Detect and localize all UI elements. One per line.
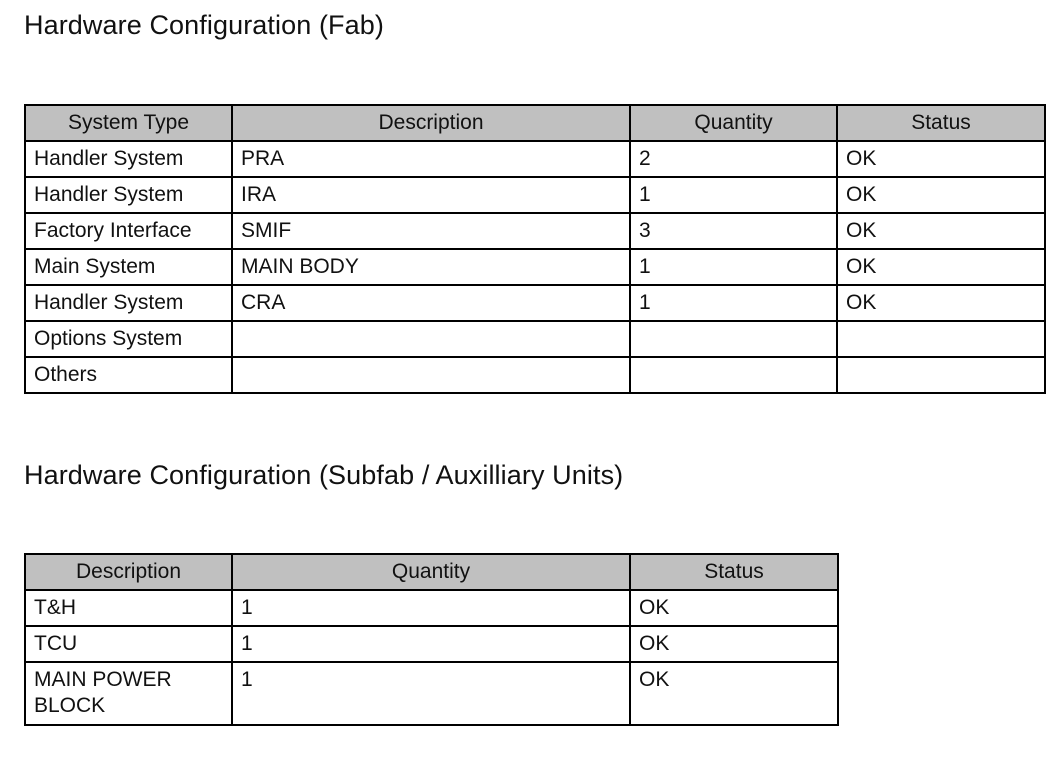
column-header-quantity: Quantity bbox=[232, 554, 630, 590]
status-cell: OK bbox=[837, 249, 1045, 285]
quantity-cell: 1 bbox=[630, 249, 837, 285]
description-cell bbox=[232, 357, 630, 393]
status-cell: OK bbox=[630, 590, 838, 626]
table-row bbox=[25, 249, 1045, 285]
system-type-cell: Options System bbox=[25, 321, 232, 357]
description-cell: TCU bbox=[25, 626, 232, 662]
table-header-row bbox=[25, 554, 838, 590]
column-header-system-type: System Type bbox=[25, 105, 232, 141]
description-cell: SMIF bbox=[232, 213, 630, 249]
table-row bbox=[25, 177, 1045, 213]
description-cell bbox=[232, 321, 630, 357]
description-cell: MAIN POWER BLOCK bbox=[25, 662, 232, 725]
quantity-cell: 3 bbox=[630, 213, 837, 249]
table-row bbox=[25, 662, 838, 725]
description-cell: IRA bbox=[232, 177, 630, 213]
table-header-row bbox=[25, 105, 1045, 141]
column-header-quantity: Quantity bbox=[630, 105, 837, 141]
system-type-cell: Handler System bbox=[25, 285, 232, 321]
status-cell: OK bbox=[630, 662, 838, 725]
status-cell: OK bbox=[837, 141, 1045, 177]
status-cell: OK bbox=[630, 626, 838, 662]
quantity-cell: 1 bbox=[232, 662, 630, 725]
table-row bbox=[25, 213, 1045, 249]
status-cell: OK bbox=[837, 177, 1045, 213]
status-cell: OK bbox=[837, 285, 1045, 321]
table-row bbox=[25, 141, 1045, 177]
quantity-cell: 1 bbox=[630, 285, 837, 321]
column-header-description: Description bbox=[25, 554, 232, 590]
table-row bbox=[25, 626, 838, 662]
subfab-section-title: Hardware Configuration (Subfab / Auxilliary Units) bbox=[24, 460, 624, 490]
fab-section-title: Hardware Configuration (Fab) bbox=[24, 10, 384, 40]
quantity-cell: 1 bbox=[232, 626, 630, 662]
description-cell: T&H bbox=[25, 590, 232, 626]
table-row bbox=[25, 590, 838, 626]
column-header-status: Status bbox=[837, 105, 1045, 141]
table-row bbox=[25, 285, 1045, 321]
system-type-cell: Others bbox=[25, 357, 232, 393]
quantity-cell: 1 bbox=[630, 177, 837, 213]
quantity-cell bbox=[630, 321, 837, 357]
column-header-status: Status bbox=[630, 554, 838, 590]
description-cell: MAIN BODY bbox=[232, 249, 630, 285]
system-type-cell: Handler System bbox=[25, 141, 232, 177]
system-type-cell: Factory Interface bbox=[25, 213, 232, 249]
description-cell: PRA bbox=[232, 141, 630, 177]
quantity-cell bbox=[630, 357, 837, 393]
system-type-cell: Main System bbox=[25, 249, 232, 285]
system-type-cell: Handler System bbox=[25, 177, 232, 213]
description-cell: CRA bbox=[232, 285, 630, 321]
table-row bbox=[25, 321, 1045, 357]
quantity-cell: 1 bbox=[232, 590, 630, 626]
fab-hardware-table bbox=[24, 104, 1046, 394]
status-cell: OK bbox=[837, 213, 1045, 249]
status-cell bbox=[837, 357, 1045, 393]
subfab-hardware-table bbox=[24, 553, 839, 726]
column-header-description: Description bbox=[232, 105, 630, 141]
status-cell bbox=[837, 321, 1045, 357]
table-row bbox=[25, 357, 1045, 393]
quantity-cell: 2 bbox=[630, 141, 837, 177]
